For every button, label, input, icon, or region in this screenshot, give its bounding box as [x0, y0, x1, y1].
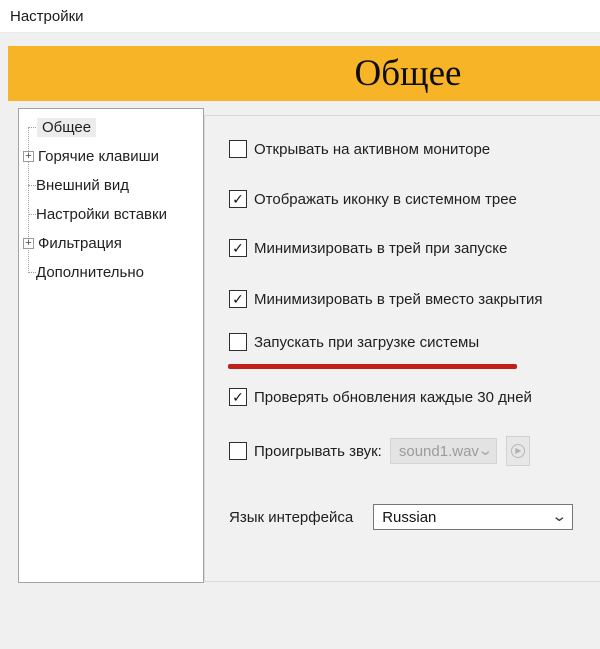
checkbox-icon[interactable] [229, 190, 247, 208]
checkbox-run-at-startup[interactable] [229, 330, 479, 354]
checkbox-label: Минимизировать в трей при запуске [254, 239, 508, 257]
checkmark-icon: ✓ [232, 291, 244, 307]
tree-item-label: Настройки вставки [36, 206, 167, 223]
play-sound-button [506, 436, 530, 466]
tree-item-hotkeys[interactable] [19, 142, 203, 171]
general-settings-panel [204, 115, 600, 582]
tree-item-general[interactable] [19, 113, 203, 142]
chevron-down-icon: ⌄ [550, 508, 568, 525]
checkbox-label: Минимизировать в трей вместо закрытия [254, 290, 543, 308]
expand-plus-icon[interactable]: + [23, 238, 34, 249]
window-title: Настройки [10, 7, 84, 25]
tree-item-paste-settings[interactable] [19, 200, 203, 229]
language-value: Russian [382, 508, 437, 526]
language-label: Язык интерфейса [229, 508, 354, 526]
interface-language-row [229, 502, 573, 532]
checkbox-open-on-active-monitor[interactable] [229, 137, 490, 161]
checkbox-label: Проверять обновления каждые 30 дней [254, 388, 532, 406]
checkbox-label: Отображать иконку в системном трее [254, 190, 517, 208]
checkbox-icon[interactable] [229, 442, 247, 460]
tree-item-appearance[interactable] [19, 171, 203, 200]
tree-item-additional[interactable] [19, 258, 203, 287]
checkmark-icon: ✓ [232, 389, 244, 405]
checkbox-minimize-instead-of-close[interactable] [229, 287, 543, 311]
settings-nav-tree [18, 108, 204, 583]
tree-item-label: Внешний вид [36, 177, 129, 194]
play-sound-row [229, 434, 530, 468]
checkbox-label: Проигрывать звук: [254, 442, 382, 460]
play-icon: ▶ [511, 444, 525, 458]
checkbox-check-updates[interactable] [229, 385, 532, 409]
tree-item-label: Общее [37, 118, 96, 137]
checkmark-icon: ✓ [232, 240, 244, 256]
expand-plus-icon[interactable]: + [23, 151, 34, 162]
tree-item-label: Фильтрация [38, 235, 122, 252]
checkmark-icon: ✓ [232, 191, 244, 207]
tree-item-filtering[interactable] [19, 229, 203, 258]
checkbox-icon[interactable] [229, 333, 247, 351]
sound-file-value: sound1.wav [398, 442, 479, 460]
page-title: Общее [354, 53, 462, 94]
sound-file-dropdown [390, 438, 497, 464]
checkbox-label: Запускать при загрузке системы [254, 333, 480, 351]
page-header [8, 46, 600, 101]
checkbox-icon[interactable] [229, 140, 247, 158]
red-underline-annotation [228, 364, 517, 369]
checkbox-show-tray-icon[interactable] [229, 187, 517, 211]
language-dropdown[interactable] [373, 504, 573, 530]
tree-item-label: Дополнительно [36, 264, 144, 281]
window-titlebar [0, 0, 600, 33]
checkbox-label: Открывать на активном мониторе [254, 140, 491, 158]
checkbox-icon[interactable] [229, 388, 247, 406]
checkbox-icon[interactable] [229, 290, 247, 308]
chevron-down-icon: ⌄ [477, 442, 494, 459]
checkbox-minimize-to-tray-on-start[interactable] [229, 236, 507, 260]
tree-item-label: Горячие клавиши [38, 148, 160, 165]
checkbox-icon[interactable] [229, 239, 247, 257]
